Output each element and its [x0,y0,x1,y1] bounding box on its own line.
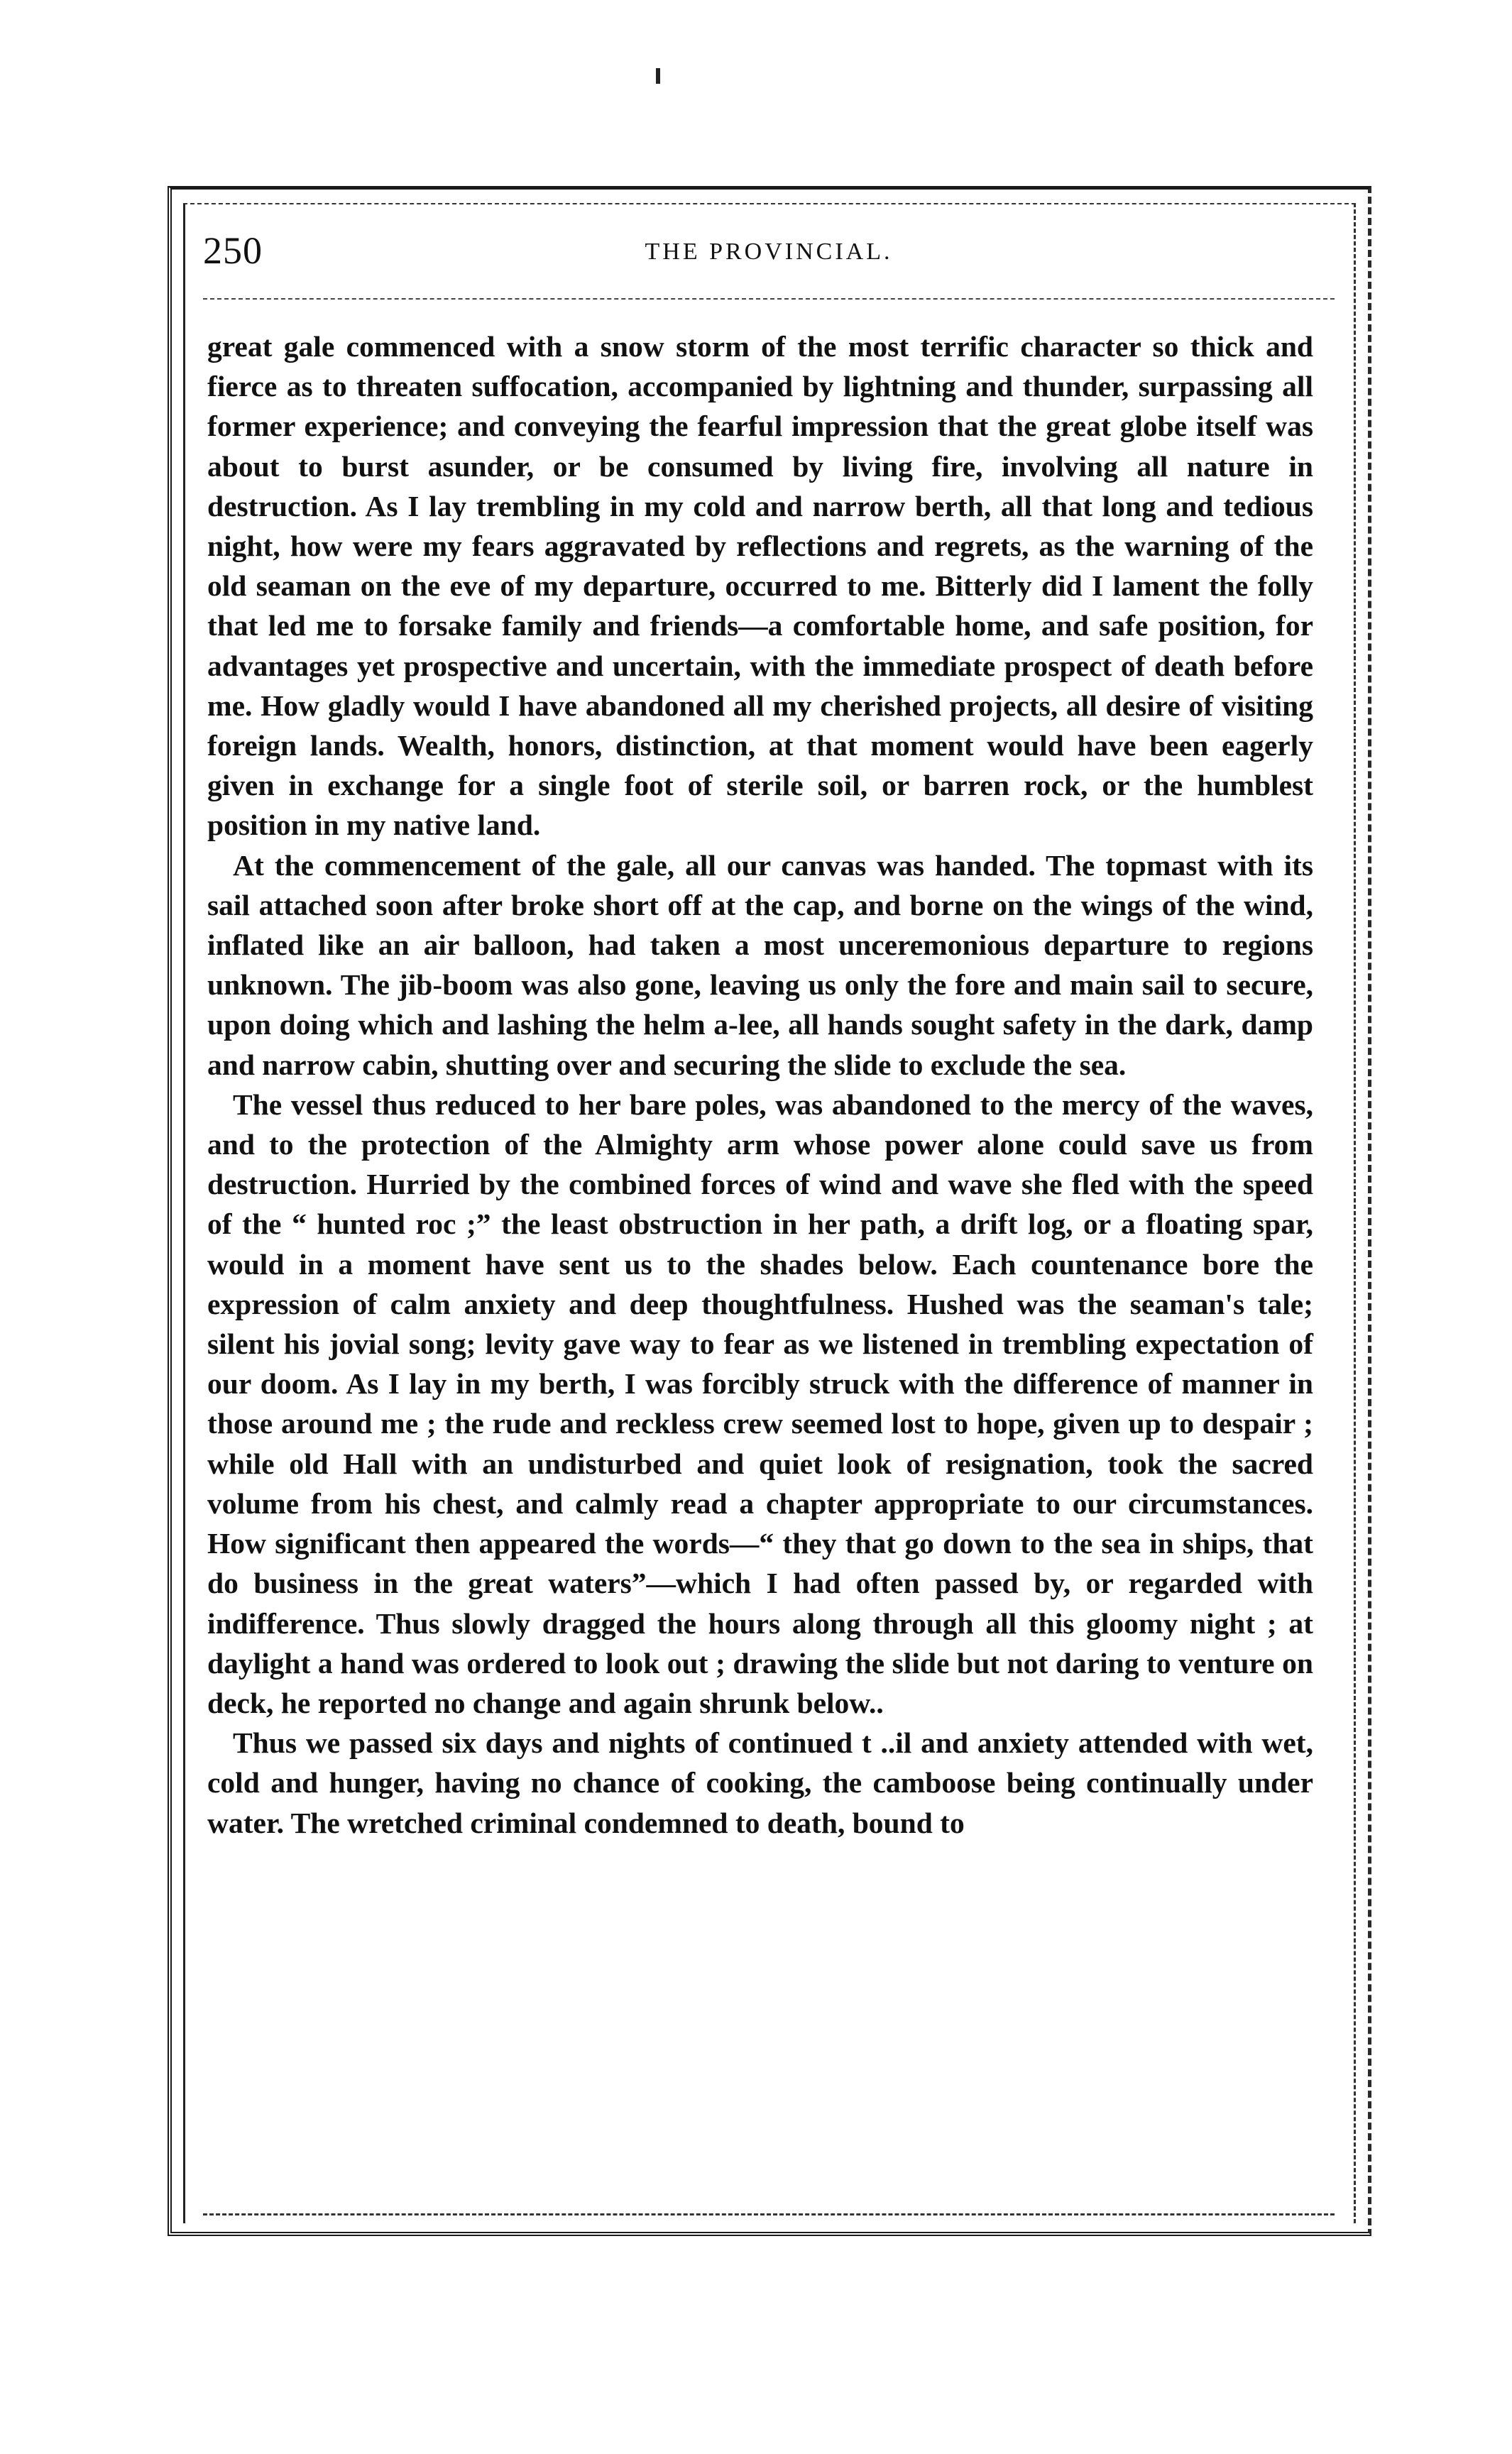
paragraph: The vessel thus reduced to her bare poles, was abandoned to the mercy of the waves, and to the protection of the Almighty arm whose power alone could save us from destruction. Hurried by the combined forces of wind and wave she fled with the speed of the “ hunted roc ;” the least obstruction in her path, a drift log, or a floating spar, would in a moment have sent us to the shades below. Each countenance bore the expression of calm anxiety and deep thoughtfulness. Hushed was the seaman's tale; silent his jovial song; levity gave way to fear as we listened in trembling expectation of our doom. As I lay in my berth, I was forcibly struck with the difference of manner in those around me ; the rude and reckless crew seemed lost to hope, given up to despair ; while old Hall with an undisturbed and quiet look of resignation, took the sacred volume from his chest, and calmly read a chapter appropriate to our circumstances. How significant then appeared the words—“ they that go down to the sea in ships, that do business in the great waters”—which I had often passed by, or regarded with indifference. Thus slowly dragged the hours along through all this gloomy night ; at daylight a hand was ordered to look out ; drawing the slide but not daring to venture on deck, he reported no change and again shrunk below.. [207,1088,1313,1719]
stray-ink-mark [656,68,660,84]
page-number: 250 [203,229,263,272]
bottom-rule [203,2213,1335,2215]
paragraph: Thus we passed six days and nights of continued t ..il and anxiety attended with wet, cold and hunger, having no chance of cooking, the camboose being continually under water. The wretched criminal condemned to death, bound to [207,1726,1313,1839]
paragraph: great gale commenced with a snow storm of the most terrific character so thick and fierce as to threaten suffocation, accompanied by lightning and thunder, surpassing all former experience; and conveying the fearful impression that the great globe itself was about to burst asunder, or be consumed by living fire, involving all nature in destruction. As I lay trembling in my cold and narrow berth, all that long and tedious night, how were my fears aggravated by reflections and regrets, as the warning of the old seaman on the eve of my departure, occurred to me. Bitterly did I lament the folly that led me to forsake family and friends—a comfortable home, and safe position, for advantages yet prospective and uncertain, with the immediate prospect of death before me. How gladly would I have abandoned all my cherished projects, all desire of visiting foreign lands. Wealth, honors, distinction, at that moment would have been eagerly given in exchange for a single foot of sterile soil, or barren rock, or the humblest position in my native land. [207,330,1313,842]
running-head: THE PROVINCIAL. [645,239,893,265]
paragraph: At the commencement of the gale, all our canvas was handed. The topmast with its sail attached soon after broke short off at the cap, and borne on the wings of the wind, inflated like an air balloon, had taken a most unceremonious departure to regions unknown. The jib-boom was also gone, leaving us only the fore and main sail to secure, upon doing which and lashing the helm a-lee, all hands sought safety in the dark, damp and narrow cabin, shutting over and securing the slide to exclude the sea. [207,848,1313,1081]
page-header [203,226,1335,283]
header-rule [203,298,1335,300]
body-text [207,327,1313,1843]
